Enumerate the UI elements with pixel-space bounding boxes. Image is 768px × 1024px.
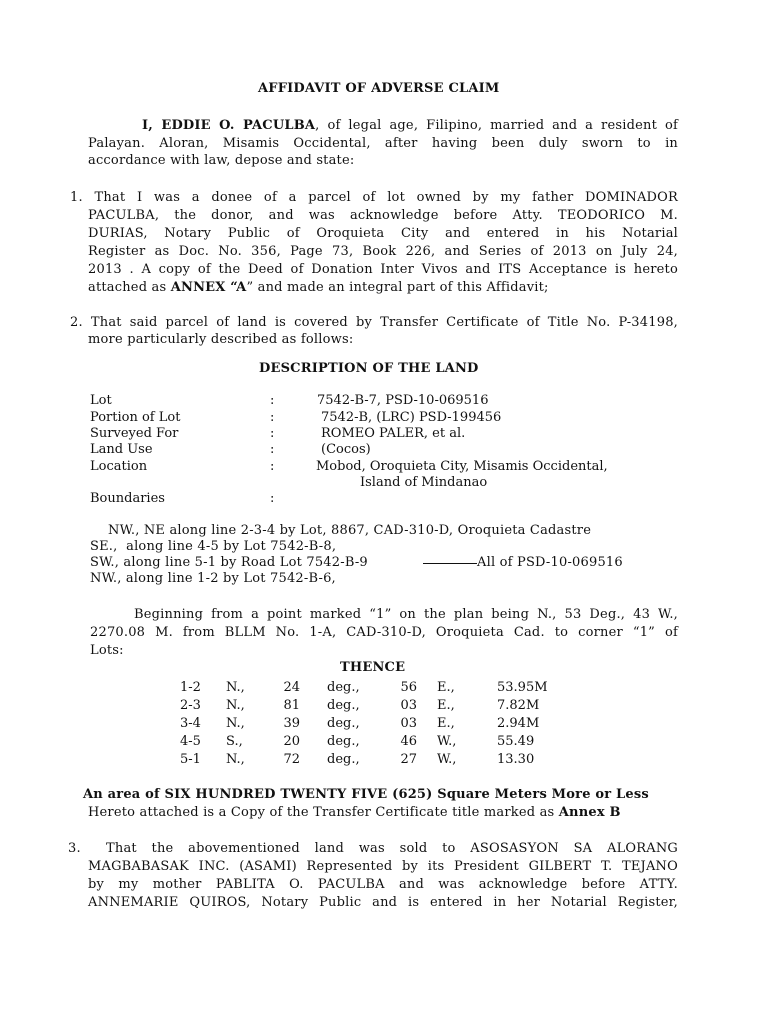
intro-line-1: I, EDDIE O. PACULBA, of legal age, Filipino, married and a resident of (142, 118, 678, 133)
land-label-portion: Portion of Lot (90, 410, 181, 425)
bearing-cell: 39 (283, 716, 300, 731)
bearing-cell: 03 (400, 716, 417, 731)
bearing-cell: 5-1 (180, 752, 201, 767)
beginning-line-1: Beginning from a point marked “1” on the plan being N., 53 Deg., 43 W., (134, 607, 678, 622)
bearing-cell: N., (226, 752, 245, 767)
para1-line-4: Register as Doc. No. 356, Page 73, Book 226, and Series of 2013 on July 24, (88, 244, 678, 259)
bearing-cell: 56 (400, 680, 417, 695)
boundary-line-4: NW., along line 1-2 by Lot 7542-B-6, (90, 571, 336, 586)
para1-line-6: attached as ANNEX “A” and made an integral part of this Affidavit; (88, 280, 549, 295)
land-label-location: Location (90, 459, 148, 474)
para1-line-5: 2013 . A copy of the Deed of Donation Inter Vivos and ITS Acceptance is hereto (88, 262, 678, 277)
para3-line-1: That the abovementioned land was sold to ASOSASYON SA ALORANG (106, 841, 678, 856)
bearing-cell: N., (226, 716, 245, 731)
thence-heading: THENCE (340, 660, 406, 675)
annex-b-label: Annex B (558, 805, 621, 820)
land-label-use: Land Use (90, 442, 153, 457)
beginning-line-3: Lots: (90, 643, 124, 658)
para2-line-2: more particularly described as follows: (88, 332, 354, 347)
colon: : (270, 393, 275, 408)
bearing-cell: deg., (327, 698, 360, 713)
colon: : (270, 426, 275, 441)
bearing-cell: 53.95M (497, 680, 548, 695)
bearing-cell: E., (437, 716, 455, 731)
annex-b-line: Hereto attached is a Copy of the Transfer Certificate title marked as Annex B (88, 805, 621, 820)
boundary-line-1: NW., NE along line 2-3-4 by Lot, 8867, CAD-310-D, Oroquieta Cadastre (108, 523, 592, 538)
bearing-cell: 1-2 (180, 680, 201, 695)
bearing-cell: N., (226, 680, 245, 695)
annex-a-label: ANNEX “A (170, 280, 247, 295)
boundary-note: All of PSD-10-069516 (477, 555, 623, 570)
land-label-lot: Lot (90, 393, 112, 408)
bearing-cell: W., (437, 752, 457, 767)
land-value-use: (Cocos) (321, 442, 371, 457)
bearing-cell: deg., (327, 734, 360, 749)
description-heading: DESCRIPTION OF THE LAND (259, 361, 479, 376)
bearing-cell: 2.94M (497, 716, 540, 731)
bearing-cell: 27 (400, 752, 417, 767)
bearing-cell: N., (226, 698, 245, 713)
para1-line-2: PACULBA, the donor, and was acknowledge before Atty. TEODORICO M. (88, 208, 678, 223)
bearing-cell: 03 (400, 698, 417, 713)
land-value-surveyed: ROMEO PALER, et al. (321, 426, 466, 441)
bearing-cell: deg., (327, 716, 360, 731)
colon: : (270, 410, 275, 425)
land-value-location: Mobod, Oroquieta City, Misamis Occidental, (316, 459, 608, 474)
land-value-portion: 7542-B, (LRC) PSD-199456 (321, 410, 502, 425)
bearing-cell: 81 (283, 698, 300, 713)
land-value-lot: 7542-B-7, PSD-10-069516 (317, 393, 489, 408)
intro-line-3: accordance with law, depose and state: (88, 153, 355, 168)
bearing-cell: 13.30 (497, 752, 535, 767)
para1-line-3: DURIAS, Notary Public of Oroquieta City and entered in his Notarial (88, 226, 678, 241)
affiant-name: I, EDDIE O. PACULBA (142, 118, 316, 133)
bearing-cell: deg., (327, 752, 360, 767)
bearing-cell: W., (437, 734, 457, 749)
colon: : (270, 442, 275, 457)
bearing-cell: 4-5 (180, 734, 201, 749)
boundary-line-3: SW., along line 5-1 by Road Lot 7542-B-9 (90, 555, 368, 570)
land-label-surveyed: Surveyed For (90, 426, 179, 441)
intro-line-2: Palayan. Aloran, Misamis Occidental, after having been duly sworn to in (88, 136, 678, 151)
land-value-location-2: Island of Mindanao (360, 475, 488, 490)
bearing-cell: 46 (400, 734, 417, 749)
bearing-cell: E., (437, 698, 455, 713)
para3-number: 3. (68, 841, 81, 856)
bearing-cell: deg., (327, 680, 360, 695)
para1-line-1: 1. That I was a donee of a parcel of lot owned by my father DOMINADOR (70, 190, 678, 205)
para2-line-1: 2. That said parcel of land is covered by Transfer Certificate of Title No. P-34198, (70, 315, 678, 330)
para3-line-3: by my mother PABLITA O. PACULBA and was acknowledge before ATTY. (88, 877, 678, 892)
bearing-cell: 7.82M (497, 698, 540, 713)
bearing-cell: 24 (283, 680, 300, 695)
boundary-line-2: SE., along line 4-5 by Lot 7542-B-8, (90, 539, 337, 554)
document-title: AFFIDAVIT OF ADVERSE CLAIM (258, 81, 500, 96)
land-label-boundaries: Boundaries (90, 491, 165, 506)
colon: : (270, 459, 275, 474)
bearing-cell: E., (437, 680, 455, 695)
colon: : (270, 491, 275, 506)
bearing-cell: 20 (283, 734, 300, 749)
area-statement: An area of SIX HUNDRED TWENTY FIVE (625) Square Meters More or Less (83, 787, 649, 802)
para3-line-2: MAGBABASAK INC. (ASAMI) Represented by its President GILBERT T. TEJANO (88, 859, 678, 874)
bearing-cell: S., (226, 734, 243, 749)
bearing-cell: 2-3 (180, 698, 201, 713)
para3-line-4: ANNEMARIE QUIROS, Notary Public and is entered in her Notarial Register, (88, 895, 678, 910)
bracket-line (423, 563, 477, 564)
bearing-cell: 3-4 (180, 716, 201, 731)
bearing-cell: 55.49 (497, 734, 535, 749)
beginning-line-2: 2270.08 M. from BLLM No. 1-A, CAD-310-D, Oroquieta Cad. to corner “1” of (90, 625, 678, 640)
bearing-cell: 72 (283, 752, 300, 767)
